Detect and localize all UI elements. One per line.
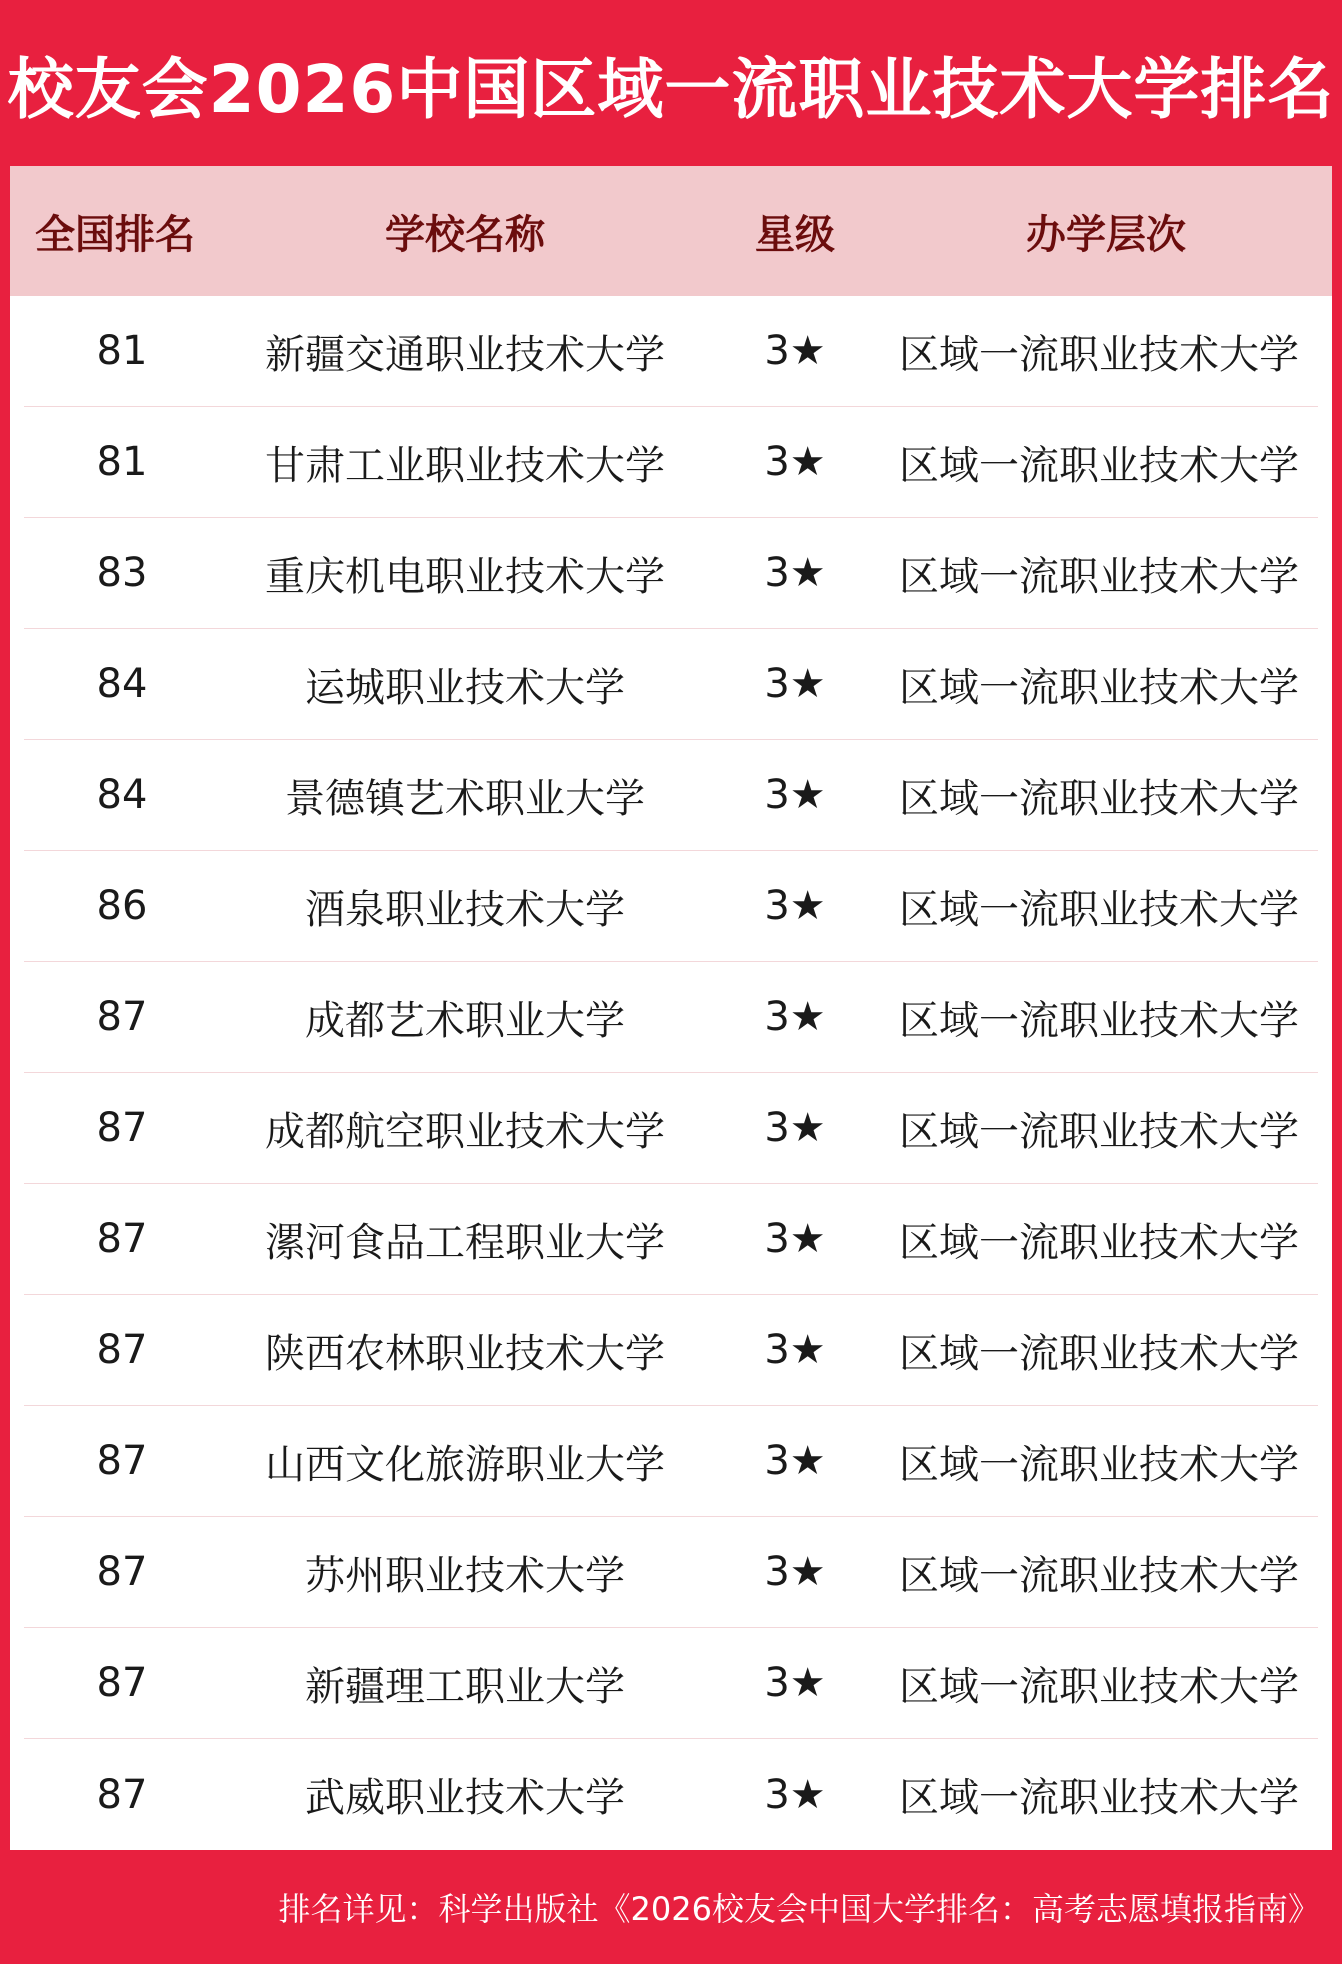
school-level-cell: 区域一流职业技术大学 [899,886,1299,933]
school-level-cell: 区域一流职业技术大学 [899,997,1299,1044]
table-row [24,1739,1318,1850]
table-row [24,1628,1318,1739]
school-name-cell: 新疆交通职业技术大学 [265,331,665,378]
school-level-cell: 区域一流职业技术大学 [899,1663,1299,1710]
rank-cell: 87 [96,1438,148,1484]
star-level-cell: 3★ [764,328,826,374]
school-name-cell: 漯河食品工程职业大学 [265,1219,665,1266]
source-note-text: 排名详见：科学出版社《2026校友会中国大学排名：高考志愿填报指南》 [278,1890,1320,1928]
star-level-cell: 3★ [764,439,826,485]
table-row [24,1406,1318,1517]
header-star-level: 星级 [755,211,835,258]
table-row [24,1184,1318,1295]
table-row [24,851,1318,962]
header-school-level: 办学层次 [1026,211,1186,258]
school-name-cell: 武威职业技术大学 [305,1775,625,1821]
school-name-cell: 新疆理工职业大学 [305,1663,625,1710]
star-level-cell: 3★ [764,994,826,1040]
star-level-cell: 3★ [764,1105,826,1151]
school-name-cell: 山西文化旅游职业大学 [265,1441,665,1488]
rank-cell: 84 [96,772,148,818]
rank-cell: 87 [96,1660,148,1706]
school-level-cell: 区域一流职业技术大学 [899,1441,1299,1488]
school-name-cell: 景德镇艺术职业大学 [285,775,645,822]
school-name-cell: 苏州职业技术大学 [305,1552,625,1599]
star-level-cell: 3★ [764,883,826,929]
table-row [24,1517,1318,1628]
table-header [10,166,1332,296]
table-row [24,962,1318,1073]
table-row [24,629,1318,740]
school-level-cell: 区域一流职业技术大学 [899,442,1299,489]
rank-cell: 87 [96,1105,148,1151]
table-row [24,1295,1318,1406]
star-level-cell: 3★ [764,772,826,818]
school-level-cell: 区域一流职业技术大学 [899,1219,1299,1266]
school-level-cell: 区域一流职业技术大学 [899,1108,1299,1155]
page-title: 校友会2026中国区域一流职业技术大学排名 [7,50,1335,128]
rank-cell: 84 [96,661,148,707]
table-body [10,296,1332,1850]
rank-cell: 87 [96,1771,148,1818]
school-name-cell: 甘肃工业职业技术大学 [265,442,665,489]
ranking-table [10,166,1332,1850]
star-level-cell: 3★ [764,661,826,707]
star-level-cell: 3★ [764,1438,826,1484]
school-level-cell: 区域一流职业技术大学 [899,553,1299,600]
school-name-cell: 运城职业技术大学 [305,664,625,711]
school-level-cell: 区域一流职业技术大学 [899,331,1299,378]
school-level-cell: 区域一流职业技术大学 [899,1552,1299,1599]
school-level-cell: 区域一流职业技术大学 [899,1330,1299,1377]
rank-cell: 87 [96,1327,148,1373]
rank-cell: 86 [96,883,148,929]
header-school-name: 学校名称 [385,211,545,258]
rank-cell: 81 [96,328,148,374]
rank-cell: 83 [96,550,148,596]
school-name-cell: 成都艺术职业大学 [305,997,625,1044]
school-level-cell: 区域一流职业技术大学 [899,664,1299,711]
rank-cell: 87 [96,1216,148,1262]
rank-cell: 81 [96,439,148,485]
table-row [24,407,1318,518]
source-note [0,1850,1342,1964]
star-level-cell: 3★ [764,1549,826,1595]
school-name-cell: 重庆机电职业技术大学 [265,553,665,600]
school-name-cell: 酒泉职业技术大学 [305,886,625,933]
rank-cell: 87 [96,994,148,1040]
school-level-cell: 区域一流职业技术大学 [899,1775,1299,1821]
school-name-cell: 陕西农林职业技术大学 [265,1330,665,1377]
star-level-cell: 3★ [764,1660,826,1706]
table-row [24,1073,1318,1184]
school-level-cell: 区域一流职业技术大学 [899,775,1299,822]
star-level-cell: 3★ [764,550,826,596]
header-rank: 全国排名 [35,211,195,258]
star-level-cell: 3★ [764,1327,826,1373]
table-row [24,740,1318,851]
star-level-cell: 3★ [764,1216,826,1262]
star-level-cell: 3★ [764,1771,826,1818]
rank-cell: 87 [96,1549,148,1595]
table-row [24,296,1318,407]
table-row [24,518,1318,629]
school-name-cell: 成都航空职业技术大学 [265,1108,665,1155]
